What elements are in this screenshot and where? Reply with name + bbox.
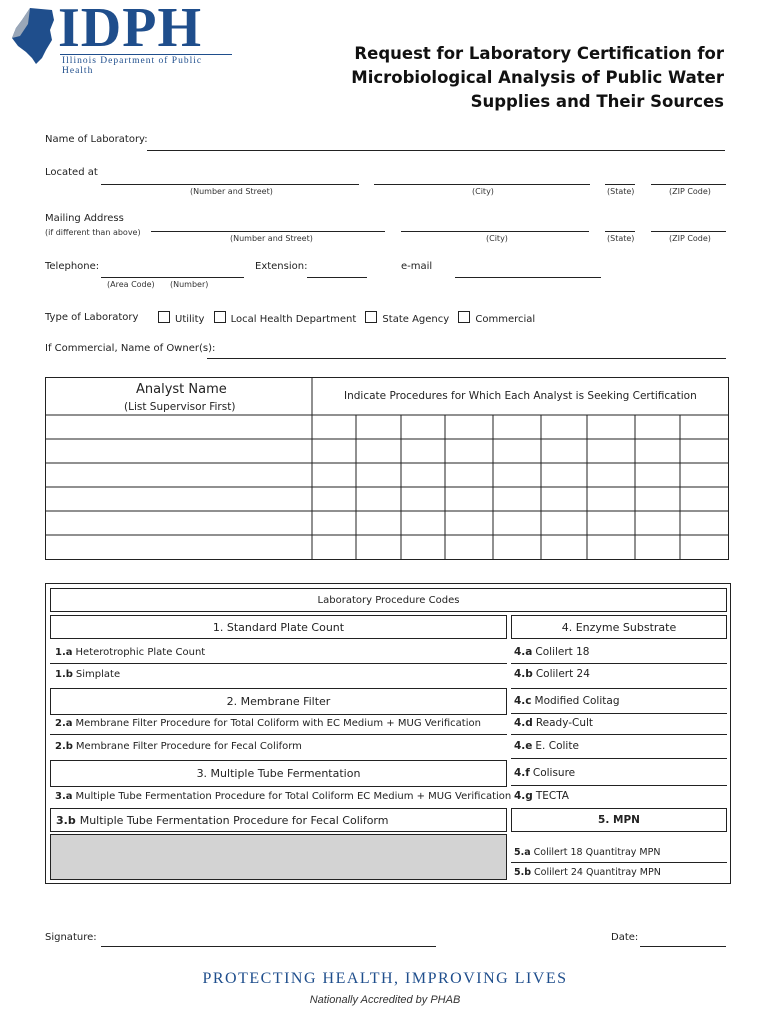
date-label: Date:: [611, 932, 639, 943]
section-2-header: 2. Membrane Filter: [50, 688, 507, 715]
lab-name-field[interactable]: [147, 150, 725, 151]
state-agency-option[interactable]: State Agency: [365, 314, 449, 325]
row-4c: 4.c Modified Colitag: [514, 695, 620, 707]
row-4e: 4.e E. Colite: [514, 740, 579, 752]
mailing-state-field[interactable]: [605, 231, 635, 232]
state-caption: (State): [607, 187, 635, 196]
mailing-label: Mailing Address: [45, 213, 124, 224]
city-caption: (City): [472, 187, 494, 196]
zip-field[interactable]: [651, 184, 726, 185]
city-field[interactable]: [374, 184, 590, 185]
row-4d: 4.d Ready-Cult: [514, 717, 594, 729]
number-caption: (Number): [170, 280, 209, 289]
type-options: [158, 311, 535, 325]
section-3-header: 3. Multiple Tube Fermentation: [50, 760, 507, 787]
procedure-codes-title: Laboratory Procedure Codes: [50, 588, 727, 612]
analyst-name-subheader: (List Supervisor First): [124, 401, 236, 413]
logo-mark: IDPH: [58, 0, 202, 59]
row-4g: 4.g TECTA: [514, 790, 569, 802]
extension-field[interactable]: [307, 277, 367, 278]
utility-option[interactable]: Utility: [158, 314, 204, 325]
row-1b: 1.b Simplate: [55, 668, 121, 680]
zip-caption: (ZIP Code): [669, 187, 711, 196]
gray-blank-area: [50, 834, 507, 880]
commercial-checkbox[interactable]: [458, 311, 470, 323]
title-line-1: Request for Laboratory Certification for: [354, 44, 724, 63]
row-4a: 4.a Colilert 18: [514, 646, 590, 658]
procedures-header: Indicate Procedures for Which Each Analyst is Seeking Certification: [344, 390, 697, 402]
illinois-map-icon: [8, 6, 56, 68]
state-agency-checkbox[interactable]: [365, 311, 377, 323]
extension-label: Extension:: [255, 261, 308, 272]
idph-logo: [8, 0, 233, 76]
signature-field[interactable]: [101, 946, 436, 947]
analyst-table: [45, 377, 729, 560]
row-5b: 5.b Colilert 24 Quantitray MPN: [514, 866, 661, 878]
row-3a: 3.a Multiple Tube Fermentation Procedure for Total Coliform EC Medium + MUG Verification: [55, 790, 512, 802]
title-line-2: Microbiological Analysis of Public Water: [351, 68, 724, 87]
mailing-city-caption: (City): [486, 234, 508, 243]
if-different-note: (if different than above): [45, 228, 141, 237]
logo-subtitle: Illinois Department of Public Health: [62, 56, 203, 76]
row-2b: 2.b Membrane Filter Procedure for Fecal Coliform: [55, 740, 302, 752]
commercial-option[interactable]: Commercial: [458, 314, 535, 325]
row-1a: 1.a Heterotrophic Plate Count: [55, 646, 206, 658]
row-4f: 4.f Colisure: [514, 767, 576, 779]
signature-label: Signature:: [45, 932, 97, 943]
analyst-name-header: Analyst Name: [136, 382, 227, 397]
row-4b: 4.b Colilert 24: [514, 668, 590, 680]
mailing-city-field[interactable]: [401, 231, 589, 232]
located-at-label: Located at: [45, 167, 98, 178]
row-3b: 3.b Multiple Tube Fermentation Procedure for Fecal Coliform: [50, 808, 507, 832]
local-health-checkbox[interactable]: [214, 311, 226, 323]
area-code-caption: (Area Code): [107, 280, 155, 289]
row-5a: 5.a Colilert 18 Quantitray MPN: [514, 846, 661, 858]
date-field[interactable]: [640, 946, 726, 947]
street-field[interactable]: [101, 184, 359, 185]
owner-field[interactable]: [207, 358, 726, 359]
mailing-street-caption: (Number and Street): [230, 234, 313, 243]
mailing-zip-field[interactable]: [651, 231, 726, 232]
footer-slogan: PROTECTING HEALTH, IMPROVING LIVES: [202, 970, 568, 987]
title-line-3: Supplies and Their Sources: [470, 92, 724, 111]
lab-name-label: Name of Laboratory:: [45, 134, 148, 145]
email-label: e-mail: [401, 261, 433, 272]
local-health-option[interactable]: Local Health Department: [214, 314, 357, 325]
section-1-header: 1. Standard Plate Count: [50, 615, 507, 639]
telephone-field[interactable]: [101, 277, 244, 278]
section-4-header: 4. Enzyme Substrate: [511, 615, 727, 639]
email-field[interactable]: [455, 277, 601, 278]
mailing-street-field[interactable]: [151, 231, 385, 232]
if-commercial-label: If Commercial, Name of Owner(s):: [45, 343, 216, 354]
mailing-state-caption: (State): [607, 234, 635, 243]
mailing-zip-caption: (ZIP Code): [669, 234, 711, 243]
type-of-lab-label: Type of Laboratory: [45, 312, 139, 323]
utility-checkbox[interactable]: [158, 311, 170, 323]
form-title: [351, 42, 724, 114]
telephone-label: Telephone:: [45, 261, 100, 272]
footer-accreditation: Nationally Accredited by PHAB: [309, 994, 461, 1006]
street-caption: (Number and Street): [190, 187, 273, 196]
state-field[interactable]: [605, 184, 635, 185]
section-5-header: 5. MPN: [511, 808, 727, 832]
row-2a: 2.a Membrane Filter Procedure for Total Coliform with EC Medium + MUG Verification: [55, 717, 481, 729]
